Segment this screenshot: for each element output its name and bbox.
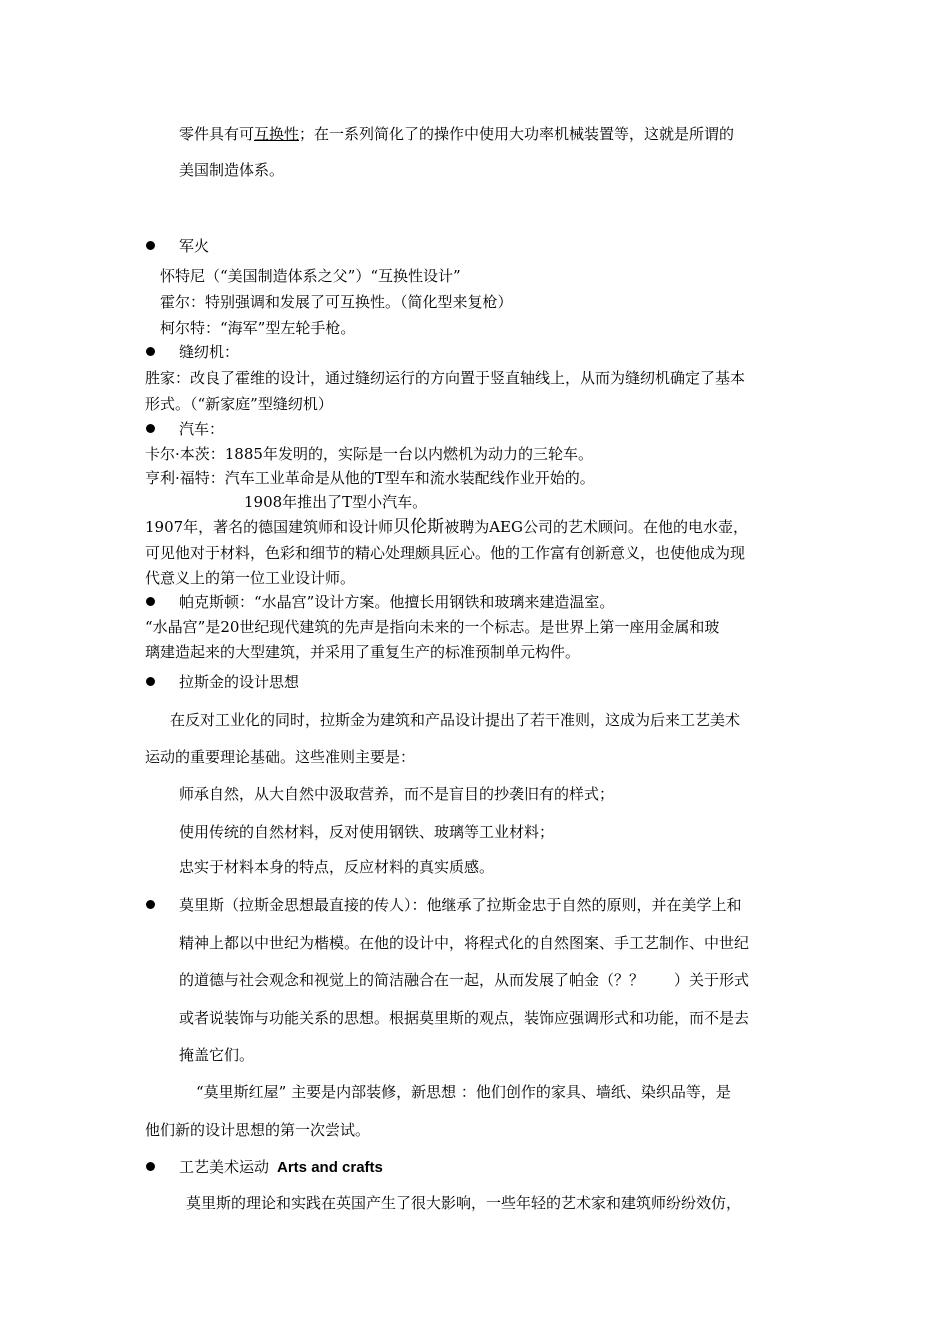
ruskin-heading: 拉斯金的设计思想 bbox=[179, 673, 300, 691]
bullet-icon bbox=[146, 347, 155, 356]
morris-line-5: 掩盖它们。 bbox=[179, 1046, 255, 1064]
sewing-line-2: 形式。（“新家庭”型缝纫机） bbox=[145, 395, 333, 413]
military-line-3: 柯尔特：“海军”型左轮手枪。 bbox=[160, 319, 356, 337]
red-house-line-1: “莫里斯红屋” 主要是内部装修，新思想 ：他们创作的家具、墙纸、染织品等，是 bbox=[196, 1083, 731, 1101]
ruskin-para-line-2: 运动的重要理论基础。这些准则主要是： bbox=[145, 748, 416, 766]
behrens-line-3: 代意义上的第一位工业设计师。 bbox=[145, 569, 356, 587]
car-heading: 汽车： bbox=[179, 420, 225, 438]
bullet-icon bbox=[146, 597, 155, 606]
sewing-heading: 缝纫机： bbox=[179, 343, 240, 361]
intro-line-2: 美国制造体系。 bbox=[179, 161, 285, 179]
car-line-2: 亨利·福特：汽车工业革命是从他的T型车和流水装配线作业开始的。 bbox=[145, 469, 595, 487]
red-house-line-2: 他们新的设计思想的第一次尝试。 bbox=[145, 1121, 371, 1139]
morris-line-2: 精神上都以中世纪为楷模。在他的设计中，将程式化的自然图案、手工艺制作、中世纪 bbox=[179, 934, 750, 952]
military-line-2: 霍尔：特别强调和发展了可互换性。（简化型来复枪） bbox=[160, 293, 513, 311]
behrens-line-1: 1907年，著名的德国建筑师和设计师贝伦斯被聘为AEG公司的艺术顾问。在他的电水壶， bbox=[145, 517, 748, 537]
paxton-line-2: 璃建造起来的大型建筑，并采用了重复生产的标准预制单元构件。 bbox=[145, 643, 581, 661]
paxton-line-1: “水晶宫”是20世纪现代建筑的先声是指向未来的一个标志。是世界上第一座用金属和玻 bbox=[145, 618, 720, 636]
arts-crafts-english: Arts and crafts bbox=[277, 1159, 383, 1176]
morris-line-3: 的道德与社会观念和视觉上的简洁融合在一起，从而发展了帕金（？？ ）关于形式 bbox=[179, 971, 750, 989]
arts-crafts-line-1: 莫里斯的理论和实践在英国产生了很大影响，一些年轻的艺术家和建筑师纷纷效仿， bbox=[186, 1194, 742, 1212]
military-heading: 军火 bbox=[179, 237, 210, 255]
interchangeability-underlined: 互换性 bbox=[254, 125, 300, 143]
car-line-1: 卡尔·本茨：1885年发明的，实际是一台以内燃机为动力的三轮车。 bbox=[145, 445, 593, 463]
bullet-icon bbox=[146, 1162, 155, 1171]
ruskin-rule-1: 师承自然，从大自然中汲取营养，而不是盲目的抄袭旧有的样式； bbox=[179, 785, 615, 803]
behrens-name: 贝伦斯 bbox=[393, 517, 445, 537]
sewing-line-1: 胜家：改良了霍维的设计，通过缝纫运行的方向置于竖直轴线上，从而为缝纫机确定了基本 bbox=[145, 369, 746, 387]
ruskin-rule-2: 使用传统的自然材料，反对使用钢铁、玻璃等工业材料； bbox=[179, 823, 555, 841]
morris-line-1: 莫里斯（拉斯金思想最直接的传人）：他继承了拉斯金忠于自然的原则，并在美学上和 bbox=[179, 896, 742, 914]
paxton-heading: 帕克斯顿：“水晶宫”设计方案。他擅长用钢铁和玻璃来建造温室。 bbox=[179, 593, 615, 611]
bullet-icon bbox=[146, 900, 155, 909]
behrens-line-2: 可见他对于材料，色彩和细节的精心处理颇具匠心。他的工作富有创新意义，也使他成为现 bbox=[145, 544, 746, 562]
bullet-icon bbox=[146, 241, 155, 250]
ruskin-rule-3: 忠实于材料本身的特点，反应材料的真实质感。 bbox=[179, 858, 495, 876]
bullet-icon bbox=[146, 424, 155, 433]
military-line-1: 怀特尼（“美国制造体系之父”）“互换性设计” bbox=[160, 267, 461, 285]
intro-line-1: 零件具有可互换性；在一系列简化了的操作中使用大功率机械装置等，这就是所谓的 bbox=[179, 125, 735, 143]
arts-crafts-heading: 工艺美术运动 Arts and crafts bbox=[179, 1158, 383, 1176]
morris-line-4: 或者说装饰与功能关系的思想。根据莫里斯的观点，装饰应强调形式和功能，而不是去 bbox=[179, 1009, 750, 1027]
car-line-3: 1908年推出了T型小汽车。 bbox=[244, 493, 428, 511]
ruskin-para-line-1: 在反对工业化的同时，拉斯金为建筑和产品设计提出了若干准则，这成为后来工艺美术 bbox=[170, 711, 741, 729]
bullet-icon bbox=[146, 677, 155, 686]
